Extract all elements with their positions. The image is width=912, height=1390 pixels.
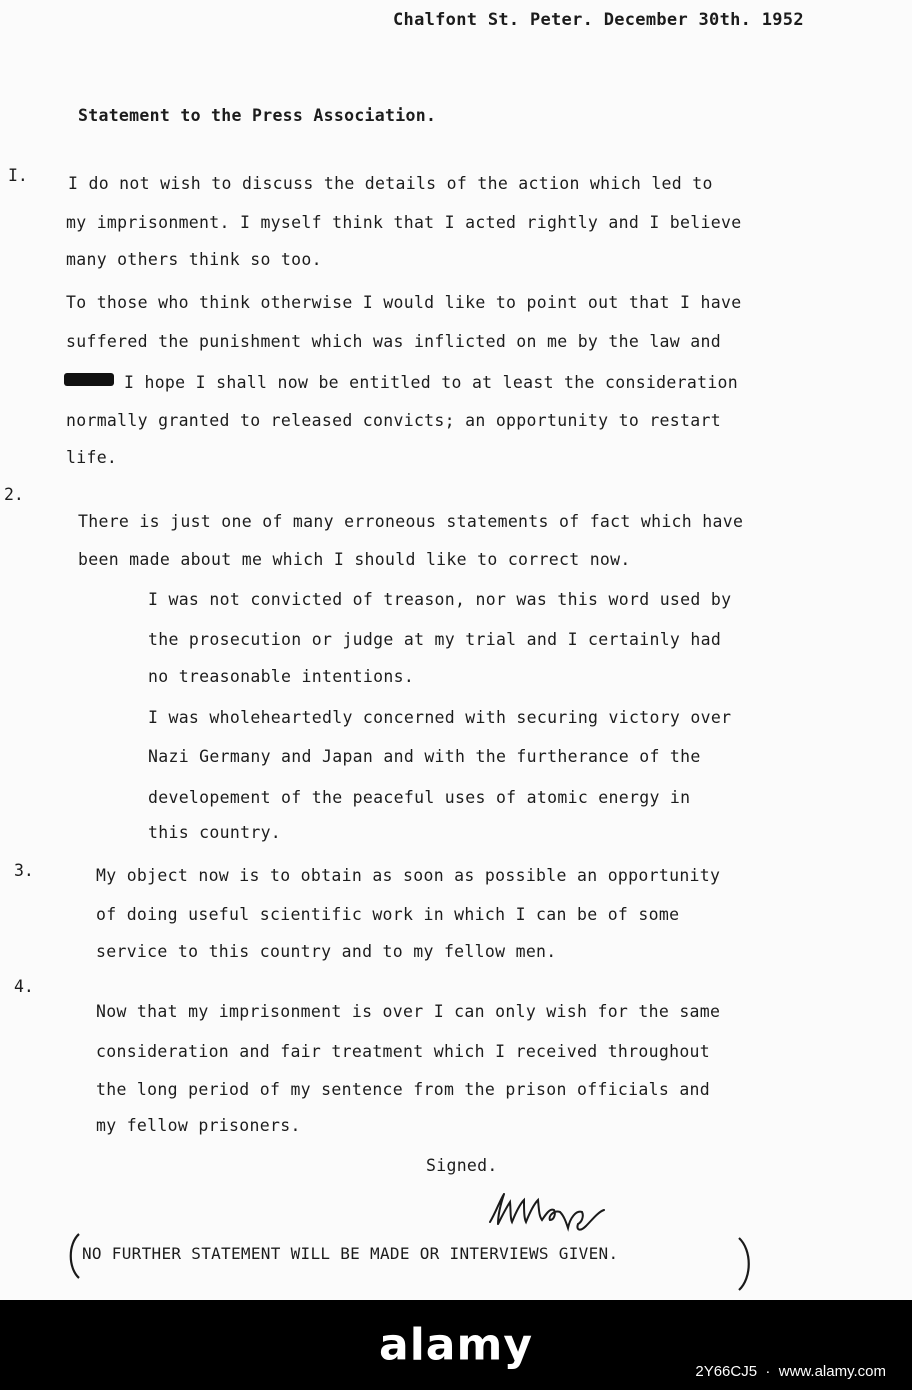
section1-line: normally granted to released convicts; an opportunity to restart bbox=[66, 411, 721, 430]
section1-line: suffered the punishment which was inflicted on me by the law and bbox=[66, 332, 721, 351]
section-number: I. bbox=[8, 166, 28, 185]
section2-indented-line: Nazi Germany and Japan and with the furtherance of the bbox=[148, 747, 701, 766]
section2-indented-line: I was wholeheartedly concerned with securing victory over bbox=[148, 708, 732, 727]
watermark-band bbox=[0, 1300, 912, 1390]
struck-out-word bbox=[64, 373, 114, 386]
watermark-site: www.alamy.com bbox=[778, 1363, 886, 1380]
section2-indented-line: I was not convicted of treason, nor was this word used by bbox=[148, 590, 732, 609]
section-number: 2. bbox=[4, 485, 24, 504]
section4-line: my fellow prisoners. bbox=[96, 1116, 301, 1135]
section4-line: Now that my imprisonment is over I can only wish for the same bbox=[96, 1002, 721, 1021]
watermark-id-line: 2Y66CJ5 · www.alamy.com bbox=[695, 1363, 886, 1380]
section2-indented-line: this country. bbox=[148, 823, 282, 842]
section1-line: I hope I shall now be entitled to at least the consideration bbox=[124, 373, 739, 392]
section4-line: consideration and fair treatment which I received throughout bbox=[96, 1042, 711, 1061]
section-number: 4. bbox=[14, 977, 34, 996]
section1-line: To those who think otherwise I would like to point out that I have bbox=[66, 293, 742, 312]
section3-line: service to this country and to my fellow men. bbox=[96, 942, 557, 961]
section1-line: my imprisonment. I myself think that I acted rightly and I believe bbox=[66, 213, 742, 232]
section2-indented-line: developement of the peaceful uses of atomic energy in bbox=[148, 788, 691, 807]
section-number: 3. bbox=[14, 861, 34, 880]
section3-line: of doing useful scientific work in which I can be of some bbox=[96, 905, 680, 924]
section2-line: There is just one of many erroneous statements of fact which have bbox=[78, 512, 744, 531]
signed-label: Signed. bbox=[426, 1156, 498, 1175]
section2-line: been made about me which I should like to correct now. bbox=[78, 550, 631, 569]
watermark-logo: alamy bbox=[379, 1319, 533, 1371]
section1-line: I do not wish to discuss the details of the action which led to bbox=[68, 174, 713, 193]
watermark-image-id: 2Y66CJ5 bbox=[695, 1363, 758, 1380]
section3-line: My object now is to obtain as soon as possible an opportunity bbox=[96, 866, 721, 885]
right-parenthesis-mark bbox=[736, 1236, 754, 1292]
handwritten-signature bbox=[484, 1186, 614, 1234]
document-title: Statement to the Press Association. bbox=[78, 106, 437, 125]
section2-indented-line: the prosecution or judge at my trial and I certainly had bbox=[148, 630, 722, 649]
left-parenthesis-mark bbox=[66, 1232, 82, 1280]
section2-indented-line: no treasonable intentions. bbox=[148, 667, 415, 686]
footer-notice: NO FURTHER STATEMENT WILL BE MADE OR INTERVIEWS GIVEN. bbox=[82, 1244, 619, 1263]
document-date-heading: Chalfont St. Peter. December 30th. 1952 bbox=[393, 10, 804, 30]
section1-line: many others think so too. bbox=[66, 250, 322, 269]
section1-line: life. bbox=[66, 448, 118, 467]
section4-line: the long period of my sentence from the prison officials and bbox=[96, 1080, 711, 1099]
